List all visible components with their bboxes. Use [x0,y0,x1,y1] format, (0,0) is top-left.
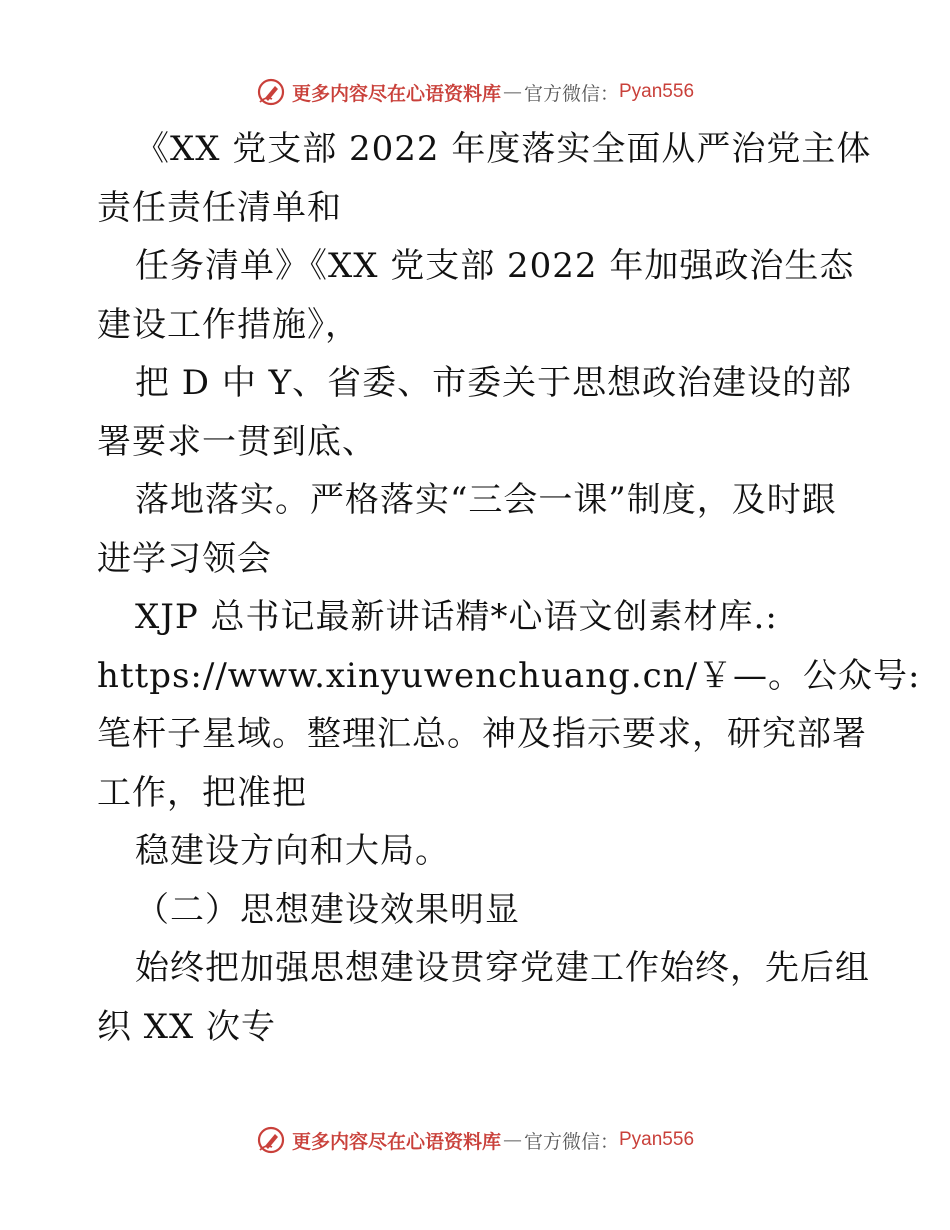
banner-wechat-label: 官方微信： [523,82,619,105]
body-line: 织 XX 次专 [97,1006,277,1047]
banner-wechat-id: Pyan556 [619,81,695,102]
banner-wechat-id: Pyan556 [619,1129,695,1150]
banner-slogan: 更多内容尽在心语资料库 [291,82,501,105]
body-line: 落地落实。严格落实“三会一课”制度，及时跟 [135,480,837,520]
banner-wechat-label: 官方微信： [523,1130,619,1153]
banner-separator: — [502,81,522,103]
body-line: XJP 总书记最新讲话精*心语文创素材库.: [135,597,778,637]
body-line: 《XX 党支部 2022 年度落实全面从严治党主体 [135,129,872,169]
body-line: 稳建设方向和大局。 [135,831,450,871]
body-line: 责任责任清单和 [97,187,342,228]
banner-separator: — [502,1129,522,1151]
footer-banner [0,1120,950,1160]
body-line: 建设工作措施》， [97,304,360,345]
body-line: 笔杆子星域。整理汇总。神及指示要求，研究部署 [97,714,867,754]
body-line: 始终把加强思想建设贯穿党建工作始终，先后组 [135,948,870,988]
body-line: 任务清单》《XX 党支部 2022 年加强政治生态 [135,246,855,286]
header-banner [0,72,950,112]
banner-slogan: 更多内容尽在心语资料库 [291,1130,501,1153]
pen-logo-icon [256,1125,286,1155]
body-line: 署要求一贯到底、 [97,421,377,462]
body-line: 进学习领会 [97,538,272,579]
document-body [97,120,921,1056]
body-line: https://www.xinyuwenchuang.cn/￥—。公众号: [97,655,921,696]
body-line: 工作，把准把 [97,772,307,813]
pen-logo-icon [256,77,286,107]
body-line: 把 D 中 Y、省委、市委关于思想政治建设的部 [135,363,853,403]
section-heading: （二）思想建设效果明显 [135,889,520,930]
